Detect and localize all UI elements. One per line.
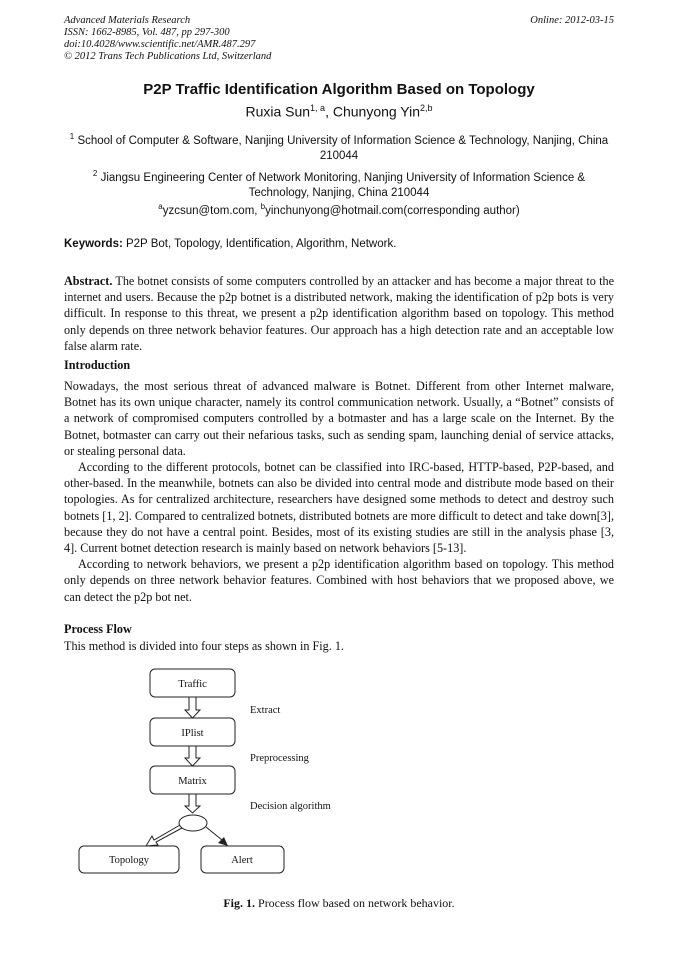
journal-header <box>64 15 271 63</box>
intro-paragraph-1: Nowadays, the most serious threat of advanced malware is Botnet. Different from other Internet malware, Botnet has its own unique character, namely its control communication network. Usually, a “Botnet” consists of a network of compromised computers controlled by a botmaster and has a large scale on the Internet. By the Botnet, botmaster can carry out their nefarious tasks, such as sending spam, launching denial of service attacks, or stealing personal data. <box>64 379 614 458</box>
arrow-preprocessing <box>185 746 200 766</box>
author-superscript: 2,b <box>420 103 433 113</box>
affiliation-text: School of Computer & Software, Nanjing University of Information Science & Technology, Nanjing, China 210044 <box>77 134 609 162</box>
introduction-body <box>64 378 614 605</box>
caption-label: Fig. 1. <box>223 896 256 910</box>
edge-label-preprocessing: Preprocessing <box>250 753 309 764</box>
issn-line: ISSN: 1662-8985, Vol. 487, pp 297-300 <box>64 27 230 38</box>
email-superscript: b <box>260 202 266 211</box>
node-matrix: Matrix <box>178 776 207 787</box>
node-alert: Alert <box>231 855 253 866</box>
arrow-to-alert <box>206 827 222 840</box>
node-iplist: IPlist <box>181 728 204 739</box>
author-superscript: 1, a <box>310 103 326 113</box>
email-superscript: a <box>158 202 163 211</box>
author-name: Ruxia Sun <box>245 103 311 120</box>
author-name: Chunyong Yin <box>332 103 421 120</box>
figure-caption <box>0 896 678 911</box>
paper-title: P2P Traffic Identification Algorithm Based on Topology <box>143 81 535 98</box>
author-separator: , <box>325 103 333 120</box>
abstract-text: The botnet consists of some computers controlled by an attacker and has become a major threat to the internet and users. Because the p2p botnet is a distributed network, making the identification of p2p bots is very difficult. In response to this threat, we present a p2p identification algorithm based on topology. This method only depends on three network behavior features. Our approach has a high detection rate and an acceptable low false alarm rate. <box>64 274 614 353</box>
affiliation-number: 1 <box>69 132 75 141</box>
caption-text: Process flow based on network behavior. <box>255 896 455 910</box>
keywords-line <box>64 238 396 250</box>
intro-paragraph-3: According to network behaviors, we present a p2p identification algorithm based on topology. This method only depends on three network behavior features. Combined with host behaviors that we proposed above, we can detect the p2p bot net. <box>64 557 614 604</box>
keywords-text: P2P Bot, Topology, Identification, Algorithm, Network. <box>122 238 397 250</box>
node-topology: Topology <box>108 855 150 866</box>
node-traffic: Traffic <box>178 679 207 690</box>
process-flow-intro: This method is divided into four steps as shown in Fig. 1. <box>64 639 344 653</box>
email-text: yinchunyong@hotmail.com(corresponding author) <box>265 204 520 217</box>
affiliation-text: Jiangsu Engineering Center of Network Monitoring, Nanjing University of Information Science & Technology, Nanjing, China 210044 <box>100 171 586 199</box>
arrow-to-topology <box>146 825 182 846</box>
journal-name: Advanced Materials Research <box>64 15 191 26</box>
arrow-extract <box>185 697 200 718</box>
author-line <box>0 103 678 120</box>
abstract-label: Abstract. <box>64 274 113 288</box>
email-line <box>0 202 678 217</box>
affiliation-2 <box>64 166 614 201</box>
edge-label-decision: Decision algorithm <box>250 801 331 812</box>
doi-line: doi:10.4028/www.scientific.net/AMR.487.297 <box>64 39 256 50</box>
process-flow-diagram <box>0 660 678 890</box>
edge-label-extract: Extract <box>250 705 281 716</box>
affiliation-1 <box>64 129 614 164</box>
affiliation-number: 2 <box>92 169 98 178</box>
email-text: yzcsun@tom.com, <box>162 204 261 217</box>
online-date: Online: 2012-03-15 <box>530 15 614 26</box>
decision-node <box>179 815 207 831</box>
intro-paragraph-2: According to the different protocols, botnet can be classified into IRC-based, HTTP-based, P2P-based, and other-based. In the meanwhile, botnets can also be divided into central mode and distribute mode based on their topologies. As for centralized architecture, researchers have designed some methods to detect and destroy such botnets [1, 2]. Compared to centralized botnets, distributed botnets are more difficult to detect and take down[3], because they do not have a central point. Besides, most of its existing studies are still in the analysis phase [3, 4]. Current botnet detection research is mainly based on network behaviors [5-13]. <box>64 460 614 556</box>
keywords-label: Keywords: <box>64 238 123 250</box>
introduction-heading: Introduction <box>64 358 131 372</box>
arrow-decision <box>185 794 200 813</box>
copyright-line: © 2012 Trans Tech Publications Ltd, Switzerland <box>64 51 272 62</box>
process-flow-heading: Process Flow <box>64 622 132 636</box>
abstract-block <box>64 273 614 354</box>
